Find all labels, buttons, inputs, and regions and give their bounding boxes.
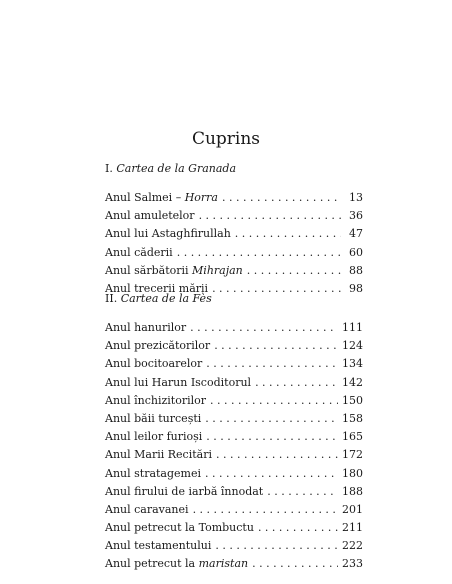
toc-entry-title-text: Anul închizitorilor	[105, 393, 207, 407]
toc-entry-title	[105, 207, 195, 225]
toc-entry[interactable]	[105, 465, 363, 483]
toc-entry[interactable]	[105, 244, 363, 262]
toc-entry-title	[105, 465, 201, 483]
toc-entry[interactable]	[105, 207, 363, 225]
toc-entry-title-text: Anul caravanei	[105, 502, 189, 516]
dot-leader	[216, 446, 338, 464]
toc-page-number: 134	[342, 357, 363, 371]
section-number: I.	[105, 162, 113, 175]
toc-entry-title-text: Anul băii turcești	[105, 411, 202, 425]
toc-entry-title	[105, 483, 263, 501]
toc-page-number: 47	[349, 227, 363, 241]
toc-page-number: 36	[349, 209, 363, 223]
toc-entry-title-text: Anul Salmei –	[105, 191, 185, 204]
toc-entry-title	[105, 410, 201, 428]
dot-leader	[235, 225, 341, 243]
toc-page-number: 60	[349, 245, 363, 259]
toc-entry[interactable]	[105, 374, 363, 392]
toc-entry[interactable]	[105, 319, 363, 337]
toc-entry-title	[105, 374, 251, 392]
dot-leader	[267, 483, 338, 501]
toc-entry-title	[105, 189, 218, 207]
toc-entry-title-text: Anul leilor furioși	[105, 430, 203, 444]
dot-leader	[193, 501, 338, 519]
toc-entry-title-text: Anul firului de iarbă înnodat	[105, 484, 264, 498]
toc-entries	[105, 319, 363, 574]
toc-entry[interactable]	[105, 446, 363, 464]
toc-entry[interactable]	[105, 225, 363, 243]
toc-page-number: 142	[342, 375, 363, 389]
toc-entry-title-text: Anul prezicătorilor	[105, 339, 211, 353]
dot-leader	[205, 410, 338, 428]
dot-leader	[255, 374, 338, 392]
toc-entry-title	[105, 244, 173, 262]
toc-entry[interactable]	[105, 428, 363, 446]
dot-leader	[222, 189, 341, 207]
section-name: Cartea de la Fès	[120, 292, 212, 305]
dot-leader	[247, 262, 341, 280]
toc-page-number: 98	[349, 281, 363, 295]
toc-page-number: 124	[342, 339, 363, 353]
toc-page-number: 158	[342, 411, 363, 425]
toc-entry[interactable]	[105, 189, 363, 207]
dot-leader	[205, 465, 338, 483]
toc-entry-title-text: Anul sărbătorii	[105, 263, 193, 277]
toc-page-number: 188	[342, 484, 363, 498]
dot-leader	[190, 319, 338, 337]
toc-entry-title-text: Anul bocitoarelor	[105, 357, 203, 371]
toc-entry-title-italic: Horra	[184, 191, 218, 204]
toc-page-number: 233	[342, 557, 363, 571]
section-heading	[105, 162, 363, 176]
toc-entry-title-text: Anul Marii Recitări	[105, 448, 212, 462]
toc-entries	[105, 189, 363, 298]
dot-leader	[210, 392, 338, 410]
dot-leader	[177, 244, 341, 262]
toc-entry-title	[105, 225, 231, 243]
dot-leader	[206, 428, 338, 446]
toc-entry[interactable]	[105, 262, 363, 280]
toc-entry[interactable]	[105, 555, 363, 573]
toc-entry-title-text: Anul testamentului	[105, 539, 212, 553]
toc-entry-title-italic: Mihrajan	[192, 263, 243, 277]
toc-entry-title	[105, 537, 211, 555]
toc-entry-title	[105, 262, 243, 280]
toc-entry-title-text: Anul căderii	[105, 245, 173, 259]
toc-entry-title-text: Anul petrecut la	[105, 557, 199, 571]
dot-leader	[214, 337, 338, 355]
section-heading	[105, 292, 363, 306]
toc-entry-title-text: Anul lui Astaghfirullah	[105, 227, 231, 241]
toc-page-number: 172	[342, 448, 363, 462]
toc-page-number: 201	[342, 502, 363, 516]
toc-entry[interactable]	[105, 483, 363, 501]
toc-entry-title-italic: maristan	[198, 557, 249, 571]
toc-entry-title	[105, 355, 202, 373]
toc-entry-title	[105, 501, 189, 519]
toc-page-number: 222	[342, 539, 363, 553]
section-cartea-de-la-fes	[105, 292, 363, 574]
toc-entry[interactable]	[105, 519, 363, 537]
section-cartea-de-la-granada	[105, 162, 363, 298]
toc-entry-title-text: Anul trecerii mării	[105, 281, 209, 295]
toc-page-number: 88	[349, 263, 363, 277]
dot-leader	[252, 555, 338, 573]
section-name: Cartea de la Granada	[116, 162, 237, 175]
toc-entry-title-text: Anul lui Harun Iscoditorul	[105, 375, 252, 389]
toc-entry-title	[105, 428, 202, 446]
dot-leader	[206, 355, 338, 373]
toc-entry-title-text: Anul amuletelor	[105, 209, 195, 223]
toc-entry-title-text: Anul stratagemei	[105, 466, 201, 480]
toc-page-number: 165	[342, 430, 363, 444]
toc-entry-title	[105, 319, 186, 337]
toc-entry-title-text: Anul hanurilor	[105, 321, 187, 334]
toc-entry-title	[105, 337, 210, 355]
toc-entry-title	[105, 392, 206, 410]
toc-entry-title-text: Anul petrecut la Tombuctu	[105, 521, 254, 535]
toc-entry-title	[105, 519, 254, 537]
toc-page-number: 150	[342, 393, 363, 407]
toc-entry-title	[105, 446, 212, 464]
dot-leader	[258, 519, 338, 537]
toc-entry[interactable]	[105, 337, 363, 355]
toc-entry[interactable]	[105, 355, 363, 373]
toc-entry[interactable]	[105, 410, 363, 428]
toc-entry[interactable]	[105, 537, 363, 555]
toc-entry-title	[105, 555, 248, 573]
toc-page-number: 111	[342, 321, 363, 334]
section-number: II.	[105, 292, 118, 305]
toc-page-number: 211	[342, 521, 363, 535]
page-title: Cuprins	[191, 129, 261, 150]
dot-leader	[215, 537, 338, 555]
toc-page-number: 180	[342, 466, 363, 480]
toc-entry[interactable]	[105, 501, 363, 519]
toc-entry[interactable]	[105, 392, 363, 410]
dot-leader	[199, 207, 341, 225]
toc-page-number: 13	[349, 191, 363, 204]
